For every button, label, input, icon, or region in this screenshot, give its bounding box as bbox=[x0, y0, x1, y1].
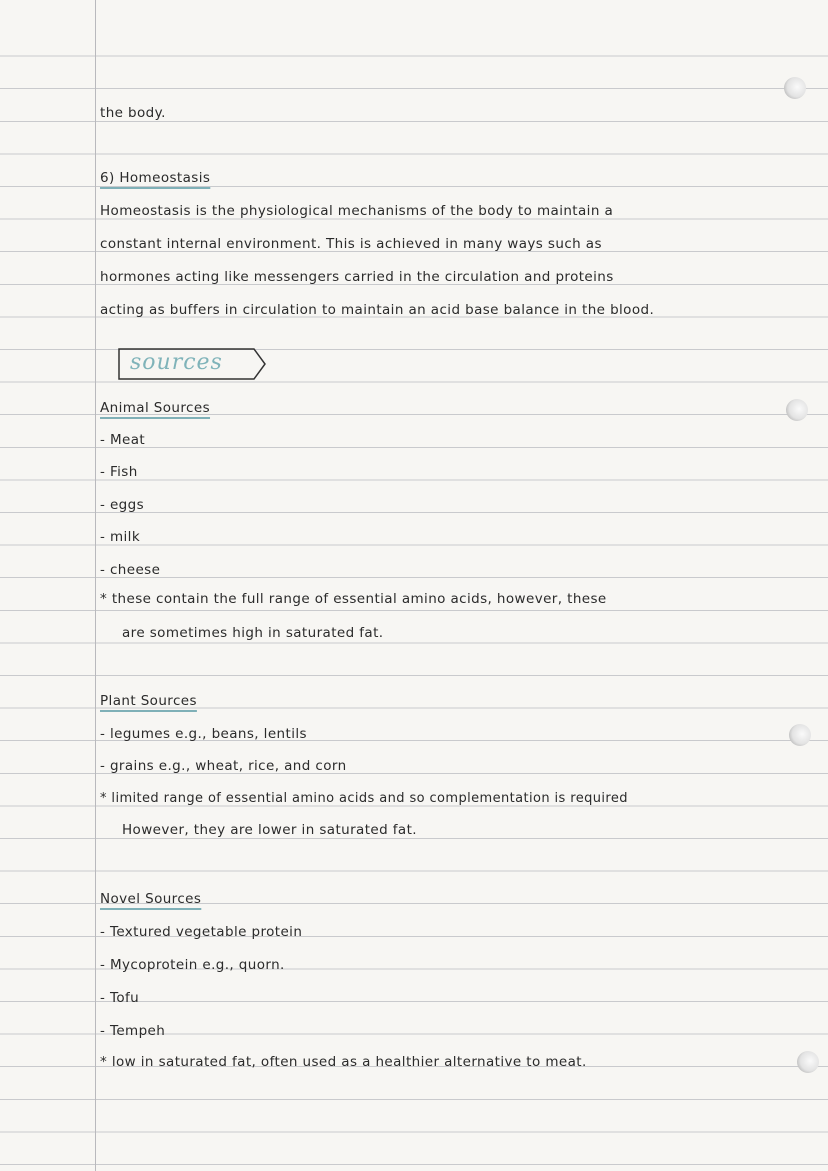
list-item: - Mycoprotein e.g., quorn. bbox=[100, 957, 285, 973]
list-item: - Fish bbox=[100, 464, 138, 480]
paragraph-line: constant internal environment. This is achieved in many ways such as bbox=[100, 236, 602, 252]
paragraph-line: Homeostasis is the physiological mechanisms of the body to maintain a bbox=[100, 203, 614, 219]
punch-hole-icon bbox=[786, 399, 808, 421]
animal-sources-heading: Animal Sources bbox=[100, 400, 211, 416]
paragraph-line: hormones acting like messengers carried in the circulation and proteins bbox=[100, 269, 614, 285]
punch-hole-icon bbox=[784, 77, 806, 99]
sources-banner: sources bbox=[130, 350, 223, 375]
list-item: - milk bbox=[100, 529, 141, 545]
list-item: - grains e.g., wheat, rice, and corn bbox=[100, 758, 347, 774]
paragraph-line: acting as buffers in circulation to maintain an acid base balance in the blood. bbox=[100, 302, 655, 318]
novel-sources-heading: Novel Sources bbox=[100, 891, 202, 907]
list-item: - eggs bbox=[100, 497, 145, 513]
note-line: However, they are lower in saturated fat. bbox=[122, 822, 417, 838]
list-item: - cheese bbox=[100, 562, 161, 578]
homeostasis-heading: 6) Homeostasis bbox=[100, 170, 211, 186]
list-item: - Tempeh bbox=[100, 1023, 166, 1039]
list-item: - Meat bbox=[100, 432, 146, 448]
list-item: - Tofu bbox=[100, 990, 140, 1006]
punch-hole-icon bbox=[789, 724, 811, 746]
note-line: * limited range of essential amino acids and so complementation is required bbox=[100, 791, 628, 806]
list-item: - Textured vegetable protein bbox=[100, 924, 303, 940]
punch-hole-icon bbox=[797, 1051, 819, 1073]
plant-sources-heading: Plant Sources bbox=[100, 693, 197, 709]
note-line: * these contain the full range of essential amino acids, however, these bbox=[100, 591, 607, 607]
note-line: are sometimes high in saturated fat. bbox=[122, 625, 384, 641]
intro-fragment: the body. bbox=[100, 105, 166, 121]
note-line: * low in saturated fat, often used as a healthier alternative to meat. bbox=[100, 1054, 587, 1070]
margin-line bbox=[95, 0, 96, 1171]
list-item: - legumes e.g., beans, lentils bbox=[100, 726, 307, 742]
